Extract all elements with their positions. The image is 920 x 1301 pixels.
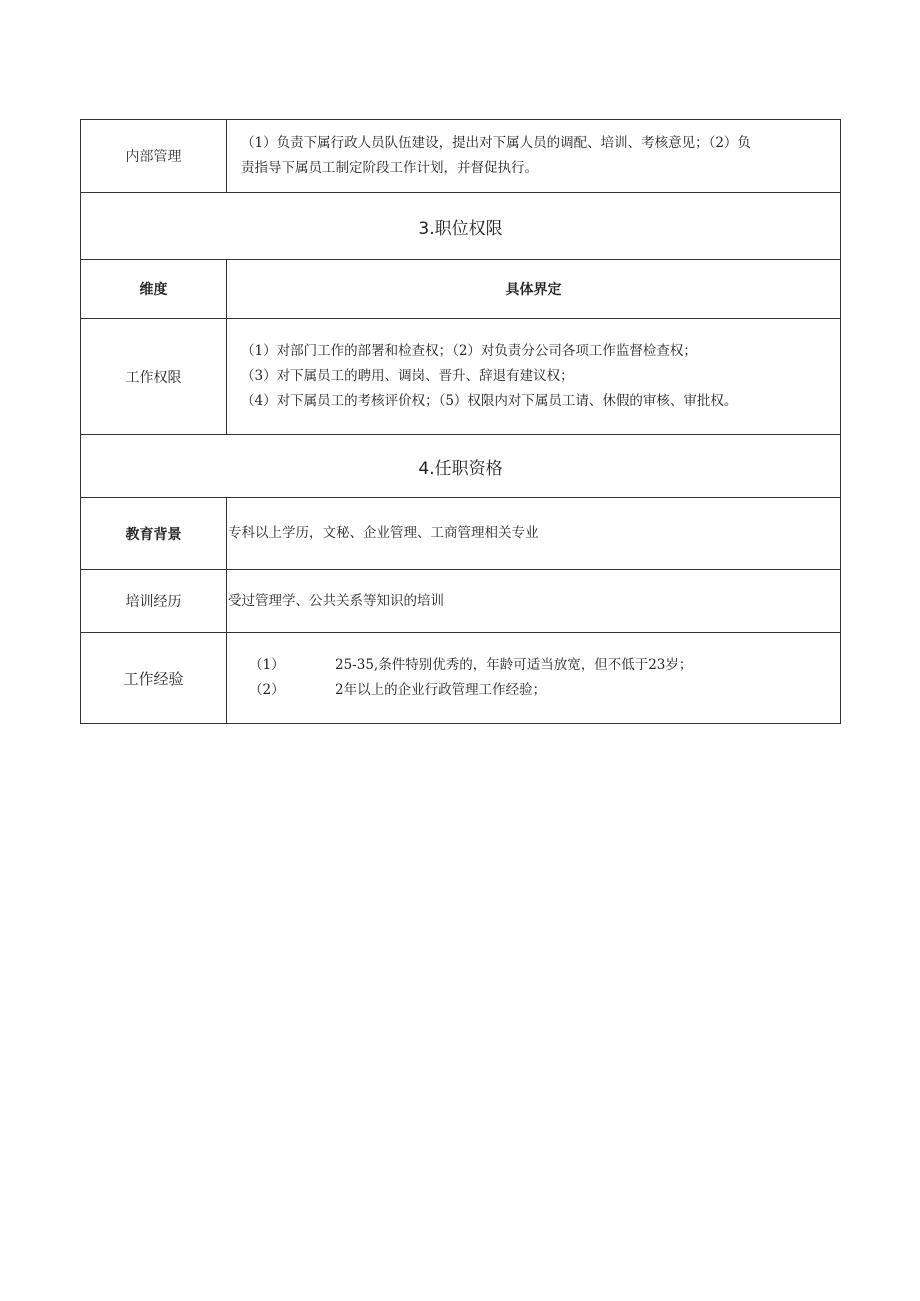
experience-item-2-number: （2） — [249, 682, 285, 698]
experience-item-1-text: 25-35,条件特别优秀的，年龄可适当放宽，但不低于23岁； — [335, 657, 693, 673]
education-content: 专科以上学历，文秘、企业管理、工商管理相关专业 — [227, 498, 841, 570]
authority-header-row — [81, 260, 841, 319]
definition-header: 具体界定 — [227, 260, 841, 319]
section-3-row — [81, 193, 841, 260]
experience-label: 工作经验 — [81, 633, 227, 724]
training-row — [81, 570, 841, 633]
work-authority-line-1: （1）对部门工作的部署和检查权；（2）对负责分公司各项工作监督检查权； — [241, 343, 697, 359]
internal-management-line-2: 责指导下属员工制定阶段工作计划，并督促执行。 — [241, 160, 538, 176]
experience-item-1 — [227, 653, 840, 678]
work-authority-row — [81, 319, 841, 435]
work-authority-line-2: （3）对下属员工的聘用、调岗、晋升、辞退有建议权； — [241, 368, 574, 384]
experience-item-1-number: （1） — [249, 657, 285, 673]
internal-management-content — [227, 120, 841, 193]
section-4-row — [81, 435, 841, 498]
internal-management-line-1: （1）负责下属行政人员队伍建设，提出对下属人员的调配、培训、考核意见；（2）负 — [241, 135, 751, 151]
section-3-title: 3.职位权限 — [81, 193, 841, 260]
experience-item-2-text: 2年以上的企业行政管理工作经验； — [335, 682, 547, 698]
education-row — [81, 498, 841, 570]
dimension-header: 维度 — [81, 260, 227, 319]
experience-content — [227, 633, 841, 724]
work-authority-content — [227, 319, 841, 435]
internal-management-label: 内部管理 — [81, 120, 227, 193]
internal-management-row — [81, 120, 841, 193]
experience-item-2 — [227, 678, 840, 703]
work-authority-line-3: （4）对下属员工的考核评价权；（5）权限内对下属员工请、休假的审核、审批权。 — [241, 393, 738, 409]
work-authority-label: 工作权限 — [81, 319, 227, 435]
job-description-table — [80, 119, 841, 724]
education-label: 教育背景 — [81, 498, 227, 570]
experience-row — [81, 633, 841, 724]
training-label: 培训经历 — [81, 570, 227, 633]
training-content: 受过管理学、公共关系等知识的培训 — [227, 570, 841, 633]
section-4-title: 4.任职资格 — [81, 435, 841, 498]
